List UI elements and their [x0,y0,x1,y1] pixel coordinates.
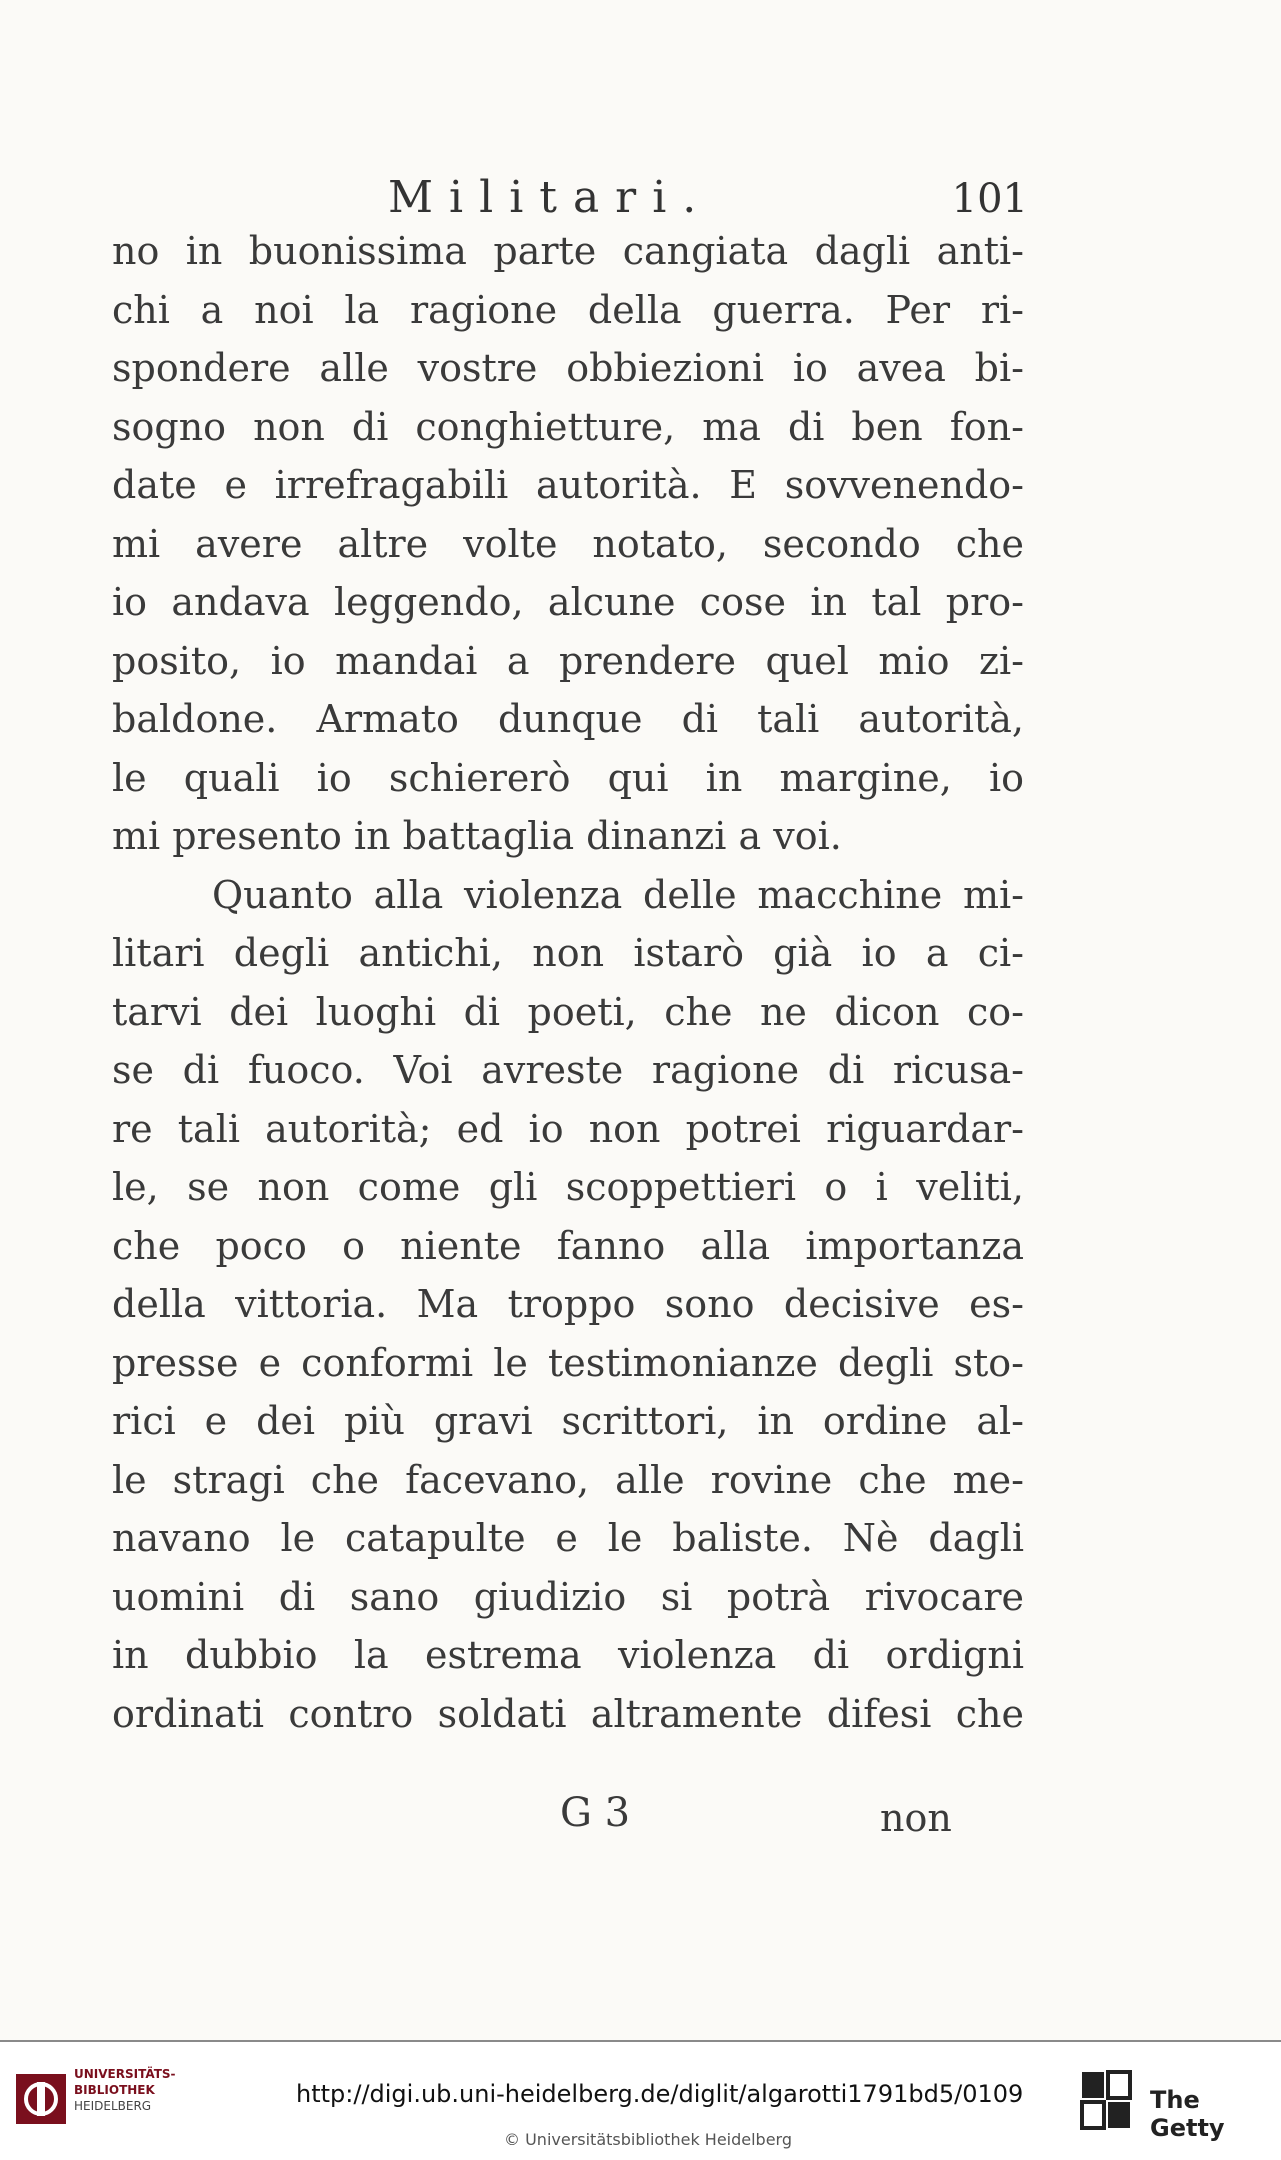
text-line: mi avere altre volte notato, secondo che [112,521,1024,566]
sponsor-name: The Getty [1150,2086,1225,2142]
text-line: in dubbio la estrema violenza di ordigni [112,1633,1024,1677]
text-line: le quali io schiererò qui in margine, io [112,755,1024,800]
text-line: litari degli antichi, non istarò già io a ci- [112,931,1024,975]
catchword: non [880,1796,952,1840]
text-line: uomini di sano giudizio si potrà rivocare [112,1574,1024,1619]
library-name [74,2066,176,2114]
getty-logo-icon [1080,2070,1132,2130]
body-text [112,222,1024,1743]
text-line: no in buonissima parte cangiata dagli anti- [112,229,1024,273]
text-line: date e irrefragabili autorità. E sovvenendo- [112,463,1024,507]
text-line: se di fuoco. Voi avreste ragione di ricusa- [112,1048,1024,1092]
page-number: 101 [951,176,1028,222]
text-line: le, se non come gli scoppettieri o i veliti, [112,1165,1024,1209]
text-line: sogno non di conghietture, ma di ben fon- [112,404,1024,449]
text-line: rici e dei più gravi scrittori, in ordine al- [112,1399,1024,1443]
text-line: ordinati contro soldati altramente difesi che [112,1691,1024,1736]
digitization-bar [0,2040,1281,2160]
text-line: Quanto alla violenza delle macchine mi- [212,872,1024,917]
text-line: della vittoria. Ma troppo sono decisive es- [112,1282,1024,1326]
library-line-3: HEIDELBERG [74,2099,152,2113]
library-line-1: UNIVERSITÄTS- [74,2067,176,2081]
signature-mark: G 3 [560,1790,631,1836]
text-line: spondere alle vostre obbiezioni io avea bi- [112,346,1024,390]
text-line: posito, io mandai a prendere quel mio zi- [112,638,1024,683]
running-title: Militari. [388,172,713,223]
text-line: baldone. Armato dunque di tali autorità, [112,697,1024,741]
text-line: tarvi dei luoghi di poeti, che ne dicon co- [112,989,1024,1034]
library-line-2: BIBLIOTHEK [74,2083,155,2097]
copyright-notice: © Universitätsbibliothek Heidelberg [504,2130,793,2149]
university-library-logo-icon [14,2072,68,2126]
permalink-url[interactable]: http://digi.ub.uni-heidelberg.de/diglit/algarotti1791bd5/0109 [296,2080,1024,2108]
text-line: chi a noi la ragione della guerra. Per ri- [112,287,1024,332]
text-line: mi presento in battaglia dinanzi a voi. [112,814,842,858]
text-line: re tali autorità; ed io non potrei riguardar- [112,1106,1024,1151]
text-line: io andava leggendo, alcune cose in tal pro- [112,580,1024,624]
text-line: navano le catapulte e le baliste. Nè dagli [112,1516,1024,1560]
text-line: che poco o niente fanno alla importanza [112,1223,1024,1268]
text-line: presse e conformi le testimonianze degli sto- [112,1340,1024,1385]
text-line: le stragi che facevano, alle rovine che me- [112,1457,1024,1502]
